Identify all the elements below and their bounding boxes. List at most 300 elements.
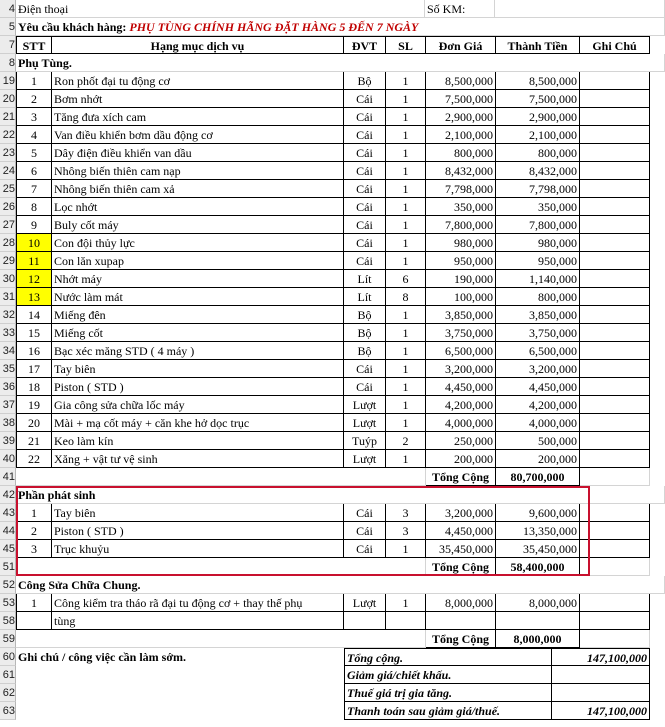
item-price[interactable]: 190,000 bbox=[426, 270, 496, 288]
col-note[interactable]: Ghi Chú bbox=[580, 36, 650, 54]
item-price[interactable]: 200,000 bbox=[426, 450, 496, 468]
item-name[interactable]: Ron phốt đại tu động cơ bbox=[52, 72, 344, 90]
table-row bbox=[0, 198, 665, 216]
table-row bbox=[0, 324, 665, 342]
item-name[interactable]: Bạc xéc măng STD ( 4 máy ) bbox=[52, 342, 344, 360]
labor-name-line2[interactable]: tùng bbox=[52, 612, 344, 630]
item-unit[interactable]: Cái bbox=[344, 216, 386, 234]
item-stt[interactable]: 5 bbox=[16, 144, 52, 162]
item-price[interactable]: 980,000 bbox=[426, 234, 496, 252]
item-total[interactable]: 8,432,000 bbox=[496, 162, 580, 180]
item-qty[interactable]: 1 bbox=[386, 342, 426, 360]
item-name[interactable]: Miếng cốt bbox=[52, 324, 344, 342]
row-header[interactable]: 24 bbox=[0, 162, 16, 180]
item-name[interactable]: Lọc nhớt bbox=[52, 198, 344, 216]
row-header[interactable]: 20 bbox=[0, 90, 16, 108]
item-qty[interactable]: 1 bbox=[386, 540, 426, 558]
row-header[interactable]: 39 bbox=[0, 432, 16, 450]
item-qty[interactable]: 1 bbox=[386, 198, 426, 216]
item-name[interactable]: Trục khuỷu bbox=[52, 540, 344, 558]
row-header[interactable]: 37 bbox=[0, 396, 16, 414]
item-price[interactable]: 6,500,000 bbox=[426, 342, 496, 360]
phone-label[interactable]: Điện thoại bbox=[16, 0, 425, 18]
item-name[interactable]: Dây điện điều khiển van dầu bbox=[52, 144, 344, 162]
table-row bbox=[0, 108, 665, 126]
item-unit[interactable]: Cái bbox=[344, 234, 386, 252]
item-total[interactable]: 950,000 bbox=[496, 252, 580, 270]
item-stt[interactable]: 4 bbox=[16, 126, 52, 144]
item-stt[interactable]: 13 bbox=[16, 288, 52, 306]
item-total[interactable]: 4,200,000 bbox=[496, 396, 580, 414]
table-row bbox=[0, 252, 665, 270]
table-row bbox=[0, 180, 665, 198]
empty-cell[interactable] bbox=[386, 612, 426, 630]
item-note[interactable] bbox=[580, 306, 650, 324]
row-header[interactable]: 8 bbox=[0, 54, 16, 72]
item-qty[interactable]: 1 bbox=[386, 216, 426, 234]
summary-value-total[interactable]: 147,100,000 bbox=[552, 648, 650, 666]
item-stt[interactable]: 15 bbox=[16, 324, 52, 342]
item-stt[interactable]: 8 bbox=[16, 198, 52, 216]
item-stt[interactable]: 10 bbox=[16, 234, 52, 252]
item-price[interactable]: 4,450,000 bbox=[426, 522, 496, 540]
item-total[interactable]: 7,800,000 bbox=[496, 216, 580, 234]
item-total[interactable]: 7,798,000 bbox=[496, 180, 580, 198]
item-unit[interactable]: Lít bbox=[344, 288, 386, 306]
item-name[interactable]: Xăng + vật tư vệ sinh bbox=[52, 450, 344, 468]
empty-cell[interactable] bbox=[16, 630, 426, 648]
table-row bbox=[0, 540, 665, 558]
item-total[interactable]: 3,850,000 bbox=[496, 306, 580, 324]
item-total[interactable]: 800,000 bbox=[496, 288, 580, 306]
item-note[interactable] bbox=[580, 234, 650, 252]
column-header-row bbox=[0, 36, 665, 54]
item-note[interactable] bbox=[580, 504, 650, 522]
item-price[interactable]: 800,000 bbox=[426, 144, 496, 162]
table-row bbox=[0, 504, 665, 522]
item-price[interactable]: 3,200,000 bbox=[426, 504, 496, 522]
col-unit[interactable]: ĐVT bbox=[344, 36, 386, 54]
summary-label-grand[interactable]: Thanh toán sau giảm giá/thuế. bbox=[344, 702, 552, 720]
labor-total[interactable]: 8,000,000 bbox=[496, 594, 580, 612]
item-stt[interactable]: 2 bbox=[16, 522, 52, 540]
table-row bbox=[0, 288, 665, 306]
item-note[interactable] bbox=[580, 432, 650, 450]
item-price[interactable]: 7,500,000 bbox=[426, 90, 496, 108]
empty-cell[interactable] bbox=[496, 612, 580, 630]
request-cell[interactable] bbox=[16, 18, 665, 36]
empty-cell[interactable] bbox=[580, 630, 650, 648]
item-unit[interactable]: Cái bbox=[344, 126, 386, 144]
item-note[interactable] bbox=[580, 270, 650, 288]
item-price[interactable]: 8,432,000 bbox=[426, 162, 496, 180]
item-name[interactable]: Nhông biến thiên cam nạp bbox=[52, 162, 344, 180]
item-qty[interactable]: 1 bbox=[386, 108, 426, 126]
item-price[interactable]: 2,100,000 bbox=[426, 126, 496, 144]
row-header[interactable]: 53 bbox=[0, 594, 16, 612]
item-name[interactable]: Keo làm kín bbox=[52, 432, 344, 450]
table-row bbox=[0, 234, 665, 252]
table-row bbox=[0, 90, 665, 108]
item-qty[interactable]: 1 bbox=[386, 360, 426, 378]
item-stt[interactable]: 21 bbox=[16, 432, 52, 450]
labor-qty[interactable]: 1 bbox=[386, 594, 426, 612]
item-stt[interactable]: 3 bbox=[16, 108, 52, 126]
row-header[interactable]: 42 bbox=[0, 486, 16, 504]
table-row bbox=[0, 414, 665, 432]
section-labor-title-row bbox=[0, 576, 665, 594]
empty-cell[interactable] bbox=[16, 612, 52, 630]
row-header[interactable]: 28 bbox=[0, 234, 16, 252]
item-name[interactable]: Bơm nhớt bbox=[52, 90, 344, 108]
item-unit[interactable]: Cái bbox=[344, 360, 386, 378]
item-qty[interactable]: 1 bbox=[386, 396, 426, 414]
table-row bbox=[0, 72, 665, 90]
item-unit[interactable]: Lượt bbox=[344, 414, 386, 432]
col-price[interactable]: Đơn Giá bbox=[426, 36, 496, 54]
col-qty[interactable]: SL bbox=[386, 36, 426, 54]
parts-total-label[interactable]: Tổng Cộng bbox=[426, 468, 496, 486]
item-qty[interactable]: 1 bbox=[386, 378, 426, 396]
item-total[interactable]: 980,000 bbox=[496, 234, 580, 252]
item-unit[interactable]: Bộ bbox=[344, 324, 386, 342]
item-qty[interactable]: 1 bbox=[386, 126, 426, 144]
empty-cell[interactable] bbox=[580, 468, 650, 486]
labor-total-value[interactable]: 8,000,000 bbox=[496, 630, 580, 648]
col-service[interactable]: Hạng mục dịch vụ bbox=[52, 36, 344, 54]
row-header[interactable]: 34 bbox=[0, 342, 16, 360]
item-name[interactable]: Tăng đưa xích cam bbox=[52, 108, 344, 126]
item-total[interactable]: 3,750,000 bbox=[496, 324, 580, 342]
item-unit[interactable]: Cái bbox=[344, 252, 386, 270]
item-name[interactable]: Piston ( STD ) bbox=[52, 522, 344, 540]
extra-total-row bbox=[0, 558, 665, 576]
section-extra-title[interactable]: Phần phát sinh bbox=[16, 486, 665, 504]
row-header[interactable]: 19 bbox=[0, 72, 16, 90]
row-header[interactable]: 61 bbox=[0, 666, 16, 684]
item-name[interactable]: Tay biên bbox=[52, 504, 344, 522]
item-unit[interactable]: Cái bbox=[344, 540, 386, 558]
item-note[interactable] bbox=[580, 90, 650, 108]
item-qty[interactable]: 3 bbox=[386, 504, 426, 522]
summary-value-discount[interactable] bbox=[552, 666, 650, 684]
item-total[interactable]: 35,450,000 bbox=[496, 540, 580, 558]
row-header[interactable]: 31 bbox=[0, 288, 16, 306]
request-value: PHỤ TÙNG CHÍNH HÃNG ĐẶT HÀNG 5 ĐẾN 7 NGÀY bbox=[129, 20, 419, 34]
row-header[interactable]: 23 bbox=[0, 144, 16, 162]
summary-value-grand[interactable]: 147,100,000 bbox=[552, 702, 650, 720]
item-stt[interactable]: 18 bbox=[16, 378, 52, 396]
item-price[interactable]: 7,798,000 bbox=[426, 180, 496, 198]
row-header[interactable]: 26 bbox=[0, 198, 16, 216]
item-note[interactable] bbox=[580, 288, 650, 306]
item-stt[interactable]: 16 bbox=[16, 342, 52, 360]
item-note[interactable] bbox=[580, 378, 650, 396]
summary-label-discount[interactable]: Giảm giá/chiết khấu. bbox=[344, 666, 552, 684]
labor-price[interactable]: 8,000,000 bbox=[426, 594, 496, 612]
labor-total-label[interactable]: Tổng Cộng bbox=[426, 630, 496, 648]
item-total[interactable]: 3,200,000 bbox=[496, 360, 580, 378]
item-note[interactable] bbox=[580, 126, 650, 144]
item-stt[interactable]: 1 bbox=[16, 504, 52, 522]
item-note[interactable] bbox=[580, 216, 650, 234]
section-parts-title[interactable]: Phụ Tùng. bbox=[16, 54, 665, 72]
item-note[interactable] bbox=[580, 540, 650, 558]
row-header[interactable]: 45 bbox=[0, 540, 16, 558]
item-total[interactable]: 800,000 bbox=[496, 144, 580, 162]
item-unit[interactable]: Cái bbox=[344, 180, 386, 198]
row-header[interactable]: 35 bbox=[0, 360, 16, 378]
item-qty[interactable]: 2 bbox=[386, 432, 426, 450]
item-price[interactable]: 100,000 bbox=[426, 288, 496, 306]
item-total[interactable]: 4,000,000 bbox=[496, 414, 580, 432]
item-stt[interactable]: 12 bbox=[16, 270, 52, 288]
item-qty[interactable]: 6 bbox=[386, 270, 426, 288]
item-unit[interactable]: Cái bbox=[344, 198, 386, 216]
item-total[interactable]: 1,140,000 bbox=[496, 270, 580, 288]
item-unit[interactable]: Cái bbox=[344, 162, 386, 180]
item-note[interactable] bbox=[580, 450, 650, 468]
item-qty[interactable]: 1 bbox=[386, 72, 426, 90]
item-total[interactable]: 4,450,000 bbox=[496, 378, 580, 396]
labor-total-row bbox=[0, 630, 665, 648]
row-header[interactable]: 5 bbox=[0, 18, 16, 36]
item-total[interactable]: 9,600,000 bbox=[496, 504, 580, 522]
item-note[interactable] bbox=[580, 162, 650, 180]
item-unit[interactable]: Cái bbox=[344, 378, 386, 396]
item-name[interactable]: Gia công sửa chữa lốc máy bbox=[52, 396, 344, 414]
item-total[interactable]: 500,000 bbox=[496, 432, 580, 450]
item-unit[interactable]: Cái bbox=[344, 90, 386, 108]
table-row bbox=[0, 270, 665, 288]
item-qty[interactable]: 1 bbox=[386, 144, 426, 162]
item-unit[interactable]: Cái bbox=[344, 108, 386, 126]
item-unit[interactable]: Lượt bbox=[344, 396, 386, 414]
extra-total-label[interactable]: Tổng Cộng bbox=[426, 558, 496, 576]
summary-label-total[interactable]: Tổng cộng. bbox=[344, 648, 552, 666]
item-price[interactable]: 3,200,000 bbox=[426, 360, 496, 378]
item-price[interactable]: 8,500,000 bbox=[426, 72, 496, 90]
item-unit[interactable]: Bộ bbox=[344, 306, 386, 324]
labor-stt[interactable]: 1 bbox=[16, 594, 52, 612]
row-header[interactable]: 21 bbox=[0, 108, 16, 126]
item-note[interactable] bbox=[580, 198, 650, 216]
item-qty[interactable]: 1 bbox=[386, 414, 426, 432]
empty-cell[interactable] bbox=[580, 612, 650, 630]
section-extra-title-row bbox=[0, 486, 665, 504]
row-header[interactable]: 25 bbox=[0, 180, 16, 198]
row-header[interactable]: 33 bbox=[0, 324, 16, 342]
parts-total-row bbox=[0, 468, 665, 486]
empty-cell[interactable] bbox=[580, 558, 650, 576]
item-stt[interactable]: 19 bbox=[16, 396, 52, 414]
row-header[interactable]: 32 bbox=[0, 306, 16, 324]
item-stt[interactable]: 9 bbox=[16, 216, 52, 234]
item-qty[interactable]: 3 bbox=[386, 522, 426, 540]
item-name[interactable]: Con lăn xupap bbox=[52, 252, 344, 270]
parts-total-value[interactable]: 80,700,000 bbox=[496, 468, 580, 486]
table-row bbox=[0, 396, 665, 414]
row-header[interactable]: 62 bbox=[0, 684, 16, 702]
item-qty[interactable]: 8 bbox=[386, 288, 426, 306]
row-header[interactable]: 51 bbox=[0, 558, 16, 576]
item-note[interactable] bbox=[580, 342, 650, 360]
row-header[interactable]: 44 bbox=[0, 522, 16, 540]
item-stt[interactable]: 11 bbox=[16, 252, 52, 270]
item-unit[interactable]: Tuýp bbox=[344, 432, 386, 450]
labor-item-row bbox=[0, 594, 665, 630]
item-stt[interactable]: 2 bbox=[16, 90, 52, 108]
item-qty[interactable]: 1 bbox=[386, 252, 426, 270]
row-header[interactable]: 63 bbox=[0, 702, 16, 720]
item-total[interactable]: 2,900,000 bbox=[496, 108, 580, 126]
item-qty[interactable]: 1 bbox=[386, 450, 426, 468]
row-header[interactable]: 40 bbox=[0, 450, 16, 468]
table-row bbox=[0, 522, 665, 540]
item-note[interactable] bbox=[580, 414, 650, 432]
empty-cell[interactable] bbox=[344, 612, 386, 630]
item-note[interactable] bbox=[580, 396, 650, 414]
row-header[interactable]: 38 bbox=[0, 414, 16, 432]
item-total[interactable]: 200,000 bbox=[496, 450, 580, 468]
item-unit[interactable]: Cái bbox=[344, 504, 386, 522]
empty-cell[interactable] bbox=[426, 612, 496, 630]
item-note[interactable] bbox=[580, 522, 650, 540]
item-qty[interactable]: 1 bbox=[386, 162, 426, 180]
item-total[interactable]: 7,500,000 bbox=[496, 90, 580, 108]
item-name[interactable]: Tay biên bbox=[52, 360, 344, 378]
item-qty[interactable]: 1 bbox=[386, 90, 426, 108]
row-header[interactable]: 22 bbox=[0, 126, 16, 144]
km-value[interactable] bbox=[495, 0, 665, 18]
item-price[interactable]: 3,850,000 bbox=[426, 306, 496, 324]
table-row bbox=[0, 126, 665, 144]
row-header[interactable]: 30 bbox=[0, 270, 16, 288]
row-header[interactable]: 27 bbox=[0, 216, 16, 234]
row-header[interactable]: 43 bbox=[0, 504, 16, 522]
table-row bbox=[0, 360, 665, 378]
table-row bbox=[0, 162, 665, 180]
labor-name-line1[interactable]: Công kiểm tra tháo rã đại tu động cơ + thay thế phụ bbox=[52, 594, 344, 612]
item-unit[interactable]: Lít bbox=[344, 270, 386, 288]
item-name[interactable]: Nước làm mát bbox=[52, 288, 344, 306]
table-row bbox=[0, 342, 665, 360]
item-price[interactable]: 250,000 bbox=[426, 432, 496, 450]
item-unit[interactable]: Bộ bbox=[344, 72, 386, 90]
summary-value-vat[interactable] bbox=[552, 684, 650, 702]
item-unit[interactable]: Cái bbox=[344, 522, 386, 540]
extra-total-value[interactable]: 58,400,000 bbox=[496, 558, 580, 576]
row-header[interactable]: 29 bbox=[0, 252, 16, 270]
item-name[interactable]: Piston ( STD ) bbox=[52, 378, 344, 396]
item-qty[interactable]: 1 bbox=[386, 180, 426, 198]
item-name[interactable]: Con đội thủy lực bbox=[52, 234, 344, 252]
item-price[interactable]: 2,900,000 bbox=[426, 108, 496, 126]
item-price[interactable]: 4,450,000 bbox=[426, 378, 496, 396]
summary-row-2 bbox=[0, 666, 665, 684]
item-price[interactable]: 7,800,000 bbox=[426, 216, 496, 234]
item-note[interactable] bbox=[580, 72, 650, 90]
item-note[interactable] bbox=[580, 252, 650, 270]
col-stt[interactable]: STT bbox=[16, 36, 52, 54]
item-total[interactable]: 8,500,000 bbox=[496, 72, 580, 90]
row-request bbox=[0, 18, 665, 36]
item-price[interactable]: 4,000,000 bbox=[426, 414, 496, 432]
item-name[interactable]: Nhông biến thiên cam xả bbox=[52, 180, 344, 198]
item-note[interactable] bbox=[580, 360, 650, 378]
item-name[interactable]: Nhớt máy bbox=[52, 270, 344, 288]
table-row bbox=[0, 432, 665, 450]
labor-unit[interactable]: Lượt bbox=[344, 594, 386, 612]
col-total[interactable]: Thành Tiền bbox=[496, 36, 580, 54]
item-stt[interactable]: 1 bbox=[16, 72, 52, 90]
summary-row-3 bbox=[0, 684, 665, 702]
section-parts-title-row bbox=[0, 54, 665, 72]
row-header[interactable]: 52 bbox=[0, 576, 16, 594]
row-header[interactable]: 7 bbox=[0, 36, 16, 54]
item-name[interactable]: Mài + mạ cốt máy + căn khe hở dọc trục bbox=[52, 414, 344, 432]
item-qty[interactable]: 1 bbox=[386, 234, 426, 252]
item-price[interactable]: 3,750,000 bbox=[426, 324, 496, 342]
table-row bbox=[0, 216, 665, 234]
item-note[interactable] bbox=[580, 180, 650, 198]
item-total[interactable]: 350,000 bbox=[496, 198, 580, 216]
item-note[interactable] bbox=[580, 108, 650, 126]
row-header[interactable]: 59 bbox=[0, 630, 16, 648]
item-price[interactable]: 350,000 bbox=[426, 198, 496, 216]
item-price[interactable]: 35,450,000 bbox=[426, 540, 496, 558]
item-qty[interactable]: 1 bbox=[386, 324, 426, 342]
request-label: Yêu cầu khách hàng: bbox=[18, 20, 127, 34]
row-header[interactable]: 60 bbox=[0, 648, 16, 666]
row-header[interactable]: 4 bbox=[0, 0, 16, 18]
item-stt[interactable]: 22 bbox=[16, 450, 52, 468]
item-note[interactable] bbox=[580, 144, 650, 162]
empty-cell[interactable] bbox=[16, 558, 426, 576]
table-row bbox=[0, 450, 665, 468]
item-stt[interactable]: 14 bbox=[16, 306, 52, 324]
summary-row-4 bbox=[0, 702, 665, 720]
item-price[interactable]: 4,200,000 bbox=[426, 396, 496, 414]
item-name[interactable]: Buly cốt máy bbox=[52, 216, 344, 234]
row-header[interactable]: 41 bbox=[0, 468, 16, 486]
item-stt[interactable]: 3 bbox=[16, 540, 52, 558]
notes-label[interactable]: Ghi chú / công việc cần làm sớm. bbox=[18, 650, 186, 664]
item-stt[interactable]: 17 bbox=[16, 360, 52, 378]
item-stt[interactable]: 20 bbox=[16, 414, 52, 432]
labor-note[interactable] bbox=[580, 594, 650, 612]
item-unit[interactable]: Bộ bbox=[344, 342, 386, 360]
item-unit[interactable]: Cái bbox=[344, 144, 386, 162]
section-labor-title[interactable]: Công Sửa Chữa Chung. bbox=[16, 576, 665, 594]
item-stt[interactable]: 7 bbox=[16, 180, 52, 198]
item-name[interactable]: Van điều khiển bơm dầu động cơ bbox=[52, 126, 344, 144]
item-unit[interactable]: Lượt bbox=[344, 450, 386, 468]
row-header[interactable]: 36 bbox=[0, 378, 16, 396]
item-price[interactable]: 950,000 bbox=[426, 252, 496, 270]
item-total[interactable]: 13,350,000 bbox=[496, 522, 580, 540]
row-header[interactable]: 58 bbox=[0, 612, 16, 630]
item-name[interactable]: Miếng đên bbox=[52, 306, 344, 324]
km-label[interactable]: Số KM: bbox=[425, 0, 495, 18]
item-stt[interactable]: 6 bbox=[16, 162, 52, 180]
summary-label-vat[interactable]: Thuế giá trị gia tăng. bbox=[344, 684, 552, 702]
item-total[interactable]: 6,500,000 bbox=[496, 342, 580, 360]
item-qty[interactable]: 1 bbox=[386, 306, 426, 324]
empty-cell[interactable] bbox=[16, 468, 426, 486]
item-note[interactable] bbox=[580, 324, 650, 342]
item-total[interactable]: 2,100,000 bbox=[496, 126, 580, 144]
